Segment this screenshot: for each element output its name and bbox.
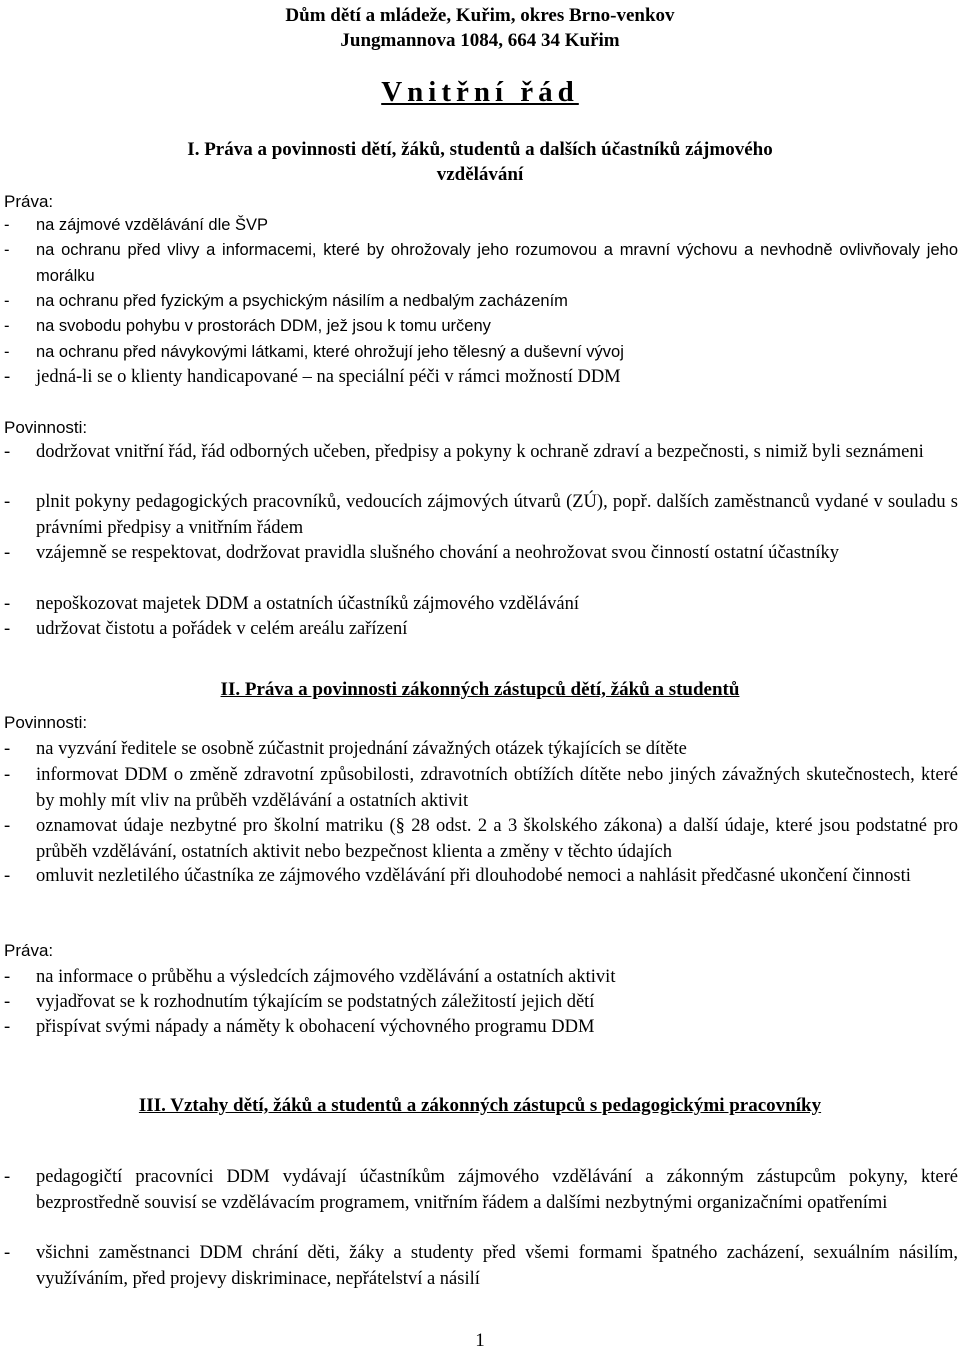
list-item: - na informace o průběhu a výsledcích zájmového vzdělávání a ostatních aktivit [4, 967, 616, 987]
header-line-2: Jungmannova 1084, 664 34 Kuřim [340, 30, 620, 51]
section-2-heading: II. Práva a povinnosti zákonných zástupců dětí, žáků a studentů [220, 679, 740, 700]
list-item: - na svobodu pohybu v prostorách DDM, jež jsou k tomu určeny [4, 317, 491, 335]
list-item: - všichni zaměstnanci DDM chrání děti, žáky a studenty před všemi formami špatného zacházení, sexuálním násilím, využíváním, před projevy diskriminace, nepřátelství a násilí [4, 1243, 958, 1289]
list-item: - udržovat čistotu a pořádek v celém areálu zařízení [4, 619, 408, 639]
section-1-rights-label: Práva: [4, 192, 54, 211]
page-number: 1 [475, 1330, 485, 1351]
section-3-heading: III. Vztahy dětí, žáků a studentů a zákonných zástupců s pedagogickými pracovníky [138, 1095, 822, 1116]
list-item: - jedná-li se o klienty handicapované – na speciální péči v rámci možností DDM [4, 367, 621, 387]
section-2-rights-label: Práva: [4, 941, 54, 960]
list-item: - na zájmové vzdělávání dle ŠVP [4, 216, 269, 234]
section-1-heading: I. Práva a povinnosti dětí, žáků, studentů a dalších účastníků zájmového vzdělávání [187, 139, 773, 185]
list-item: - plnit pokyny pedagogických pracovníků, vedoucích zájmových útvarů (ZÚ), popř. dalších zaměstnanců vydané v souladu s právními předpisy a vnitřním řádem [4, 492, 958, 538]
list-item: - oznamovat údaje nezbytné pro školní matriku (§ 28 odst. 2 a 3 školského zákona) a další údaje, které jsou podstatné pro průběh vzdělávání, ostatních aktivit nebo bezpečnost klienta a změny v těchto údajích [4, 816, 958, 862]
list-item: - nepoškozovat majetek DDM a ostatních účastníků zájmového vzdělávání [4, 594, 580, 614]
section-1-duties-label: Povinnosti: [4, 418, 88, 437]
section-2-duties-label: Povinnosti: [4, 713, 88, 732]
list-item: - na ochranu před fyzickým a psychickým násilím a nedbalým zacházením [4, 292, 568, 310]
list-item: - vzájemně se respektovat, dodržovat pravidla slušného chování a neohrožovat svou činností ostatní účastníky [4, 543, 839, 563]
list-item: - vyjadřovat se k rozhodnutím týkajícím se podstatných záležitostí jejich dětí [4, 992, 595, 1012]
list-item: - na ochranu před návykovými látkami, které ohrožují jeho tělesný a duševní vývoj [4, 343, 624, 361]
list-item: - informovat DDM o změně zdravotní způsobilosti, zdravotních obtížích dítěte nebo jiných závažných skutečnostech, které by mohly mít vliv na průběh vzdělávání a ostatních aktivit [4, 765, 958, 811]
list-item: - omluvit nezletilého účastníka ze zájmového vzdělávání při dlouhodobé nemoci a nahlásit předčasné ukončení činnosti [4, 866, 911, 886]
list-item: - dodržovat vnitřní řád, řád odborných učeben, předpisy a pokyny k ochraně zdraví a bezpečnosti, s nimiž byli seznámeni [4, 442, 924, 462]
list-item: - na ochranu před vlivy a informacemi, které by ohrožovaly jeho rozumovou a mravní výchovu a nevhodně ovlivňovaly jeho morálku [4, 241, 958, 285]
document-title: Vnitřní řád [381, 76, 579, 108]
list-item: - na vyzvání ředitele se osobně zúčastnit projednání závažných otázek týkajících se dítěte [4, 739, 687, 759]
header-line-1: Dům dětí a mládeže, Kuřim, okres Brno-venkov [285, 5, 675, 26]
list-item: - pedagogičtí pracovníci DDM vydávají účastníkům zájmového vzdělávání a zákonným zástupcům pokyny, které bezprostředně souvisí se vzdělávacím programem, vnitřním řádem a dalšími nezbytnými organizačními opatřeními [4, 1167, 958, 1213]
list-item: - přispívat svými nápady a náměty k obohacení výchovného programu DDM [4, 1017, 595, 1037]
